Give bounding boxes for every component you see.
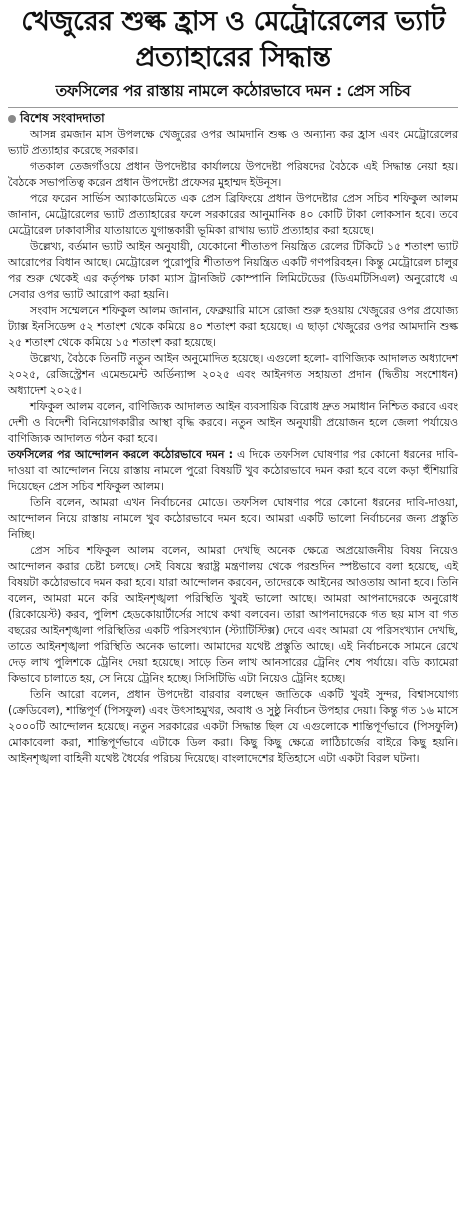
paragraph: তিনি আরো বলেন, প্রধান উপদেষ্টা বারবার বলছেন জাতিকে একটি খুবই সুন্দর, বিশ্বাসযোগ্য (ক্রেডিবেল), শান্তিপূর্ণ (পিসফুল) এবং উৎসাহমুখর, অবাধ ও সুষ্ঠু নির্বাচন উপহার দেয়া। কিন্তু গত ১৬ মাসে ২০০০টি আন্দোলন হয়েছে। নতুন সরকারের একটা সিদ্ধান্ত ছিল যে এগুলোকে শান্তিপূর্ণভাবে (পিসফুলি) মোকাবেলা করা, শান্তিপূর্ণভাবে এটাকে ডিল করা। কিছু কিছু ক্ষেত্রে লাঠিচার্জের বাইরে কিছু হয়নি। আইনশৃঙ্খলা বাহিনী যথেষ্ট ধৈর্যের পরিচয় দিয়েছে। বাংলাদেশের ইতিহাসে এটা একটা বিরল ঘটনা।	[8, 688, 458, 765]
paragraph: উল্লেখ্য, বৈঠকে তিনটি নতুন আইন অনুমোদিত হয়েছে। এগুলো হলো- বাণিজ্যিক আদালত অধ্যাদেশ ২০২৫, রেজিস্ট্রেশন এমেন্ডমেন্ট অর্ডিন্যান্স ২০২৫ এবং আইনগত সহায়তা প্রদান (দ্বিতীয় সংশোধন) অধ্যাদেশ ২০২৫।	[8, 352, 458, 397]
paragraph: আসন্ন রমজান মাস উপলক্ষে খেজুরের ওপর আমদানি শুল্ক ও অন্যান্য কর হ্রাস এবং মেট্রোরেলের ভ্যাট প্রত্যাহার করেছে সরকার।	[8, 128, 458, 157]
section-paragraph	[8, 447, 458, 495]
byline-text: বিশেষ সংবাদদাতা	[20, 111, 105, 125]
byline	[8, 107, 458, 127]
paragraph: প্রেস সচিব শফিকুল আলম বলেন, আমরা দেখছি অনেক ক্ষেত্রে অপ্রয়োজনীয় বিষয় নিয়েও আন্দোলন করার চেষ্টা চলছে। সেই বিষয়ে স্বরাষ্ট্র মন্ত্রণালয় থেকে পরশুদিন স্পষ্টভাবে বলা হয়েছে, এই বিষয়টা কঠোরভাবে দমন করা হবে। যারা আন্দোলন করবেন, তাদেরকে আইনের আওতায় আনা হবে। তিনি বলেন, আমরা মনে করি আইনশৃঙ্খলা পরিস্থিতি খুবই ভালো আছে। আমরা আপনাদেরকে অনুরোধ (রিকোয়েস্ট) করব, পুলিশ হেডকোয়ার্টার্সের সাথে কথা বলবেন। তারা আপনাদেরকে গত ছয় মাস বা গত বছরের আইনশৃঙ্খলা পরিস্থিতির একটি পরিসংখ্যান (স্ট্যাটিস্টিক্স) দেবে এবং আমরা যে পরিসংখ্যান দেখছি, তাতে আইনশৃঙ্খলা পরিস্থিতি অনেক ভালো। আমাদের যথেষ্ট প্রস্তুতি আছে। এই নির্বাচনকে সামনে রেখে দেড় লাখ পুলিশকে ট্রেনিং দেয়া হয়েছে। সাড়ে তিন লাখ আনসারের ট্রেনিং শেষ পর্যায়ে। বডি ক্যামেরা কিভাবে চালাতে হয়, সে নিয়ে ট্রেনিং হচ্ছে। সিসিটিভি এটা নিয়েও ট্রেনিং হচ্ছে।	[8, 544, 458, 685]
bullet-icon	[8, 115, 16, 123]
paragraph: শফিকুল আলম বলেন, বাণিজ্যিক আদালত আইন ব্যবসায়িক বিরোধ দ্রুত সমাধান নিশ্চিত করবে এবং দেশী ও বিদেশী বিনিয়োগকারীর আস্থা বৃদ্ধি করবে। নতুন আইন অনুযায়ী প্রয়োজন হলে জেলা পর্যায়েও বাণিজ্যিক আদালত গঠন করা হবে।	[8, 400, 458, 445]
paragraph: সংবাদ সম্মেলনে শফিকুল আলম জানান, ফেব্রুয়ারি মাসে রোজা শুরু হওয়ায় খেজুরের ওপর প্রযোজ্য ট্যাক্স ইনসিডেন্স ৫২ শতাংশ থেকে কমিয়ে ৪০ শতাংশ করা হয়েছে। এ ছাড়া খেজুরের ওপর আমদানি শুল্ক ২৫ শতাংশ থেকে কমিয়ে ১৫ শতাংশ করা হয়েছে।	[8, 304, 458, 349]
paragraph: পরে ফরেন সার্ভিস অ্যাকাডেমিতে এক প্রেস ব্রিফিংয়ে প্রধান উপদেষ্টার প্রেস সচিব শফিকুল আলম জানান, মেট্রোরেলের ভ্যাট প্রত্যাহারের ফলে সরকারের আনুমানিক ৪০ কোটি টাকা লোকসান হবে। তবে মেট্রোরেল ঢাকাবাসীর যাতায়াতে যুগান্তকারী ভূমিকা রাখায় ভ্যাট প্রত্যাহার করা হয়েছে।	[8, 192, 458, 237]
article-body	[8, 127, 458, 767]
section-lead: এ দিকে তফসিল ঘোষণার পর কোনো ধরনের দাবি-দাওয়া বা আন্দোলন নিয়ে রাস্তায় নামলে পুরো বিষয়টি খুব কঠোরভাবে দমন করা হবে বলে কড়া হুঁশিয়ারি দিয়েছেন প্রেস সচিব শফিকুল আলম।	[8, 448, 458, 493]
paragraph: তিনি বলেন, আমরা এখন নির্বাচনের মোডে। তফসিল ঘোষণার পরে কোনো ধরনের দাবি-দাওয়া, আন্দোলন নিয়ে রাস্তায় নামলে খুব কঠোরভাবে দমন হবে। আমরা একটি ভালো নির্বাচনের জন্য প্রস্তুতি নিচ্ছি।	[8, 496, 458, 541]
paragraph: উল্লেখ্য, বর্তমান ভ্যাট আইন অনুযায়ী, যেকোনো শীতাতপ নিয়ন্ত্রিত রেলের টিকিটে ১৫ শতাংশ ভ্যাট আরোপের বিধান আছে। মেট্রোরেল পুরোপুরি শীতাতপ নিয়ন্ত্রিত একটি গণপরিবহন। কিন্তু মেট্রোরেল চালুর পর শুরু থেকেই এর কর্তৃপক্ষ ঢাকা ম্যাস ট্রানজিট কোম্পানি লিমিটেডের (ডিএমটিসিএল) অনুরোধে এ সেবার ওপর ভ্যাট আরোপ করা হয়নি।	[8, 240, 458, 301]
section-heading: তফসিলের পর আন্দোলন করলে কঠোরভাবে দমন :	[8, 448, 233, 461]
headline: খেজুরের শুল্ক হ্রাস ও মেট্রোরেলের ভ্যাট প্রত্যাহারের সিদ্ধান্ত	[21, 6, 445, 73]
paragraph: গতকাল তেজগাঁওয়ে প্রধান উপদেষ্টার কার্যালয়ে উপদেষ্টা পরিষদের বৈঠকে এই সিদ্ধান্ত নেয়া হয়। বৈঠকে সভাপতিত্ব করেন প্রধান উপদেষ্টা প্রফেসর মুহাম্মদ ইউনূস।	[8, 160, 458, 189]
subheadline: তফসিলের পর রাস্তায় নামলে কঠোরভাবে দমন : প্রেস সচিব	[55, 82, 411, 100]
